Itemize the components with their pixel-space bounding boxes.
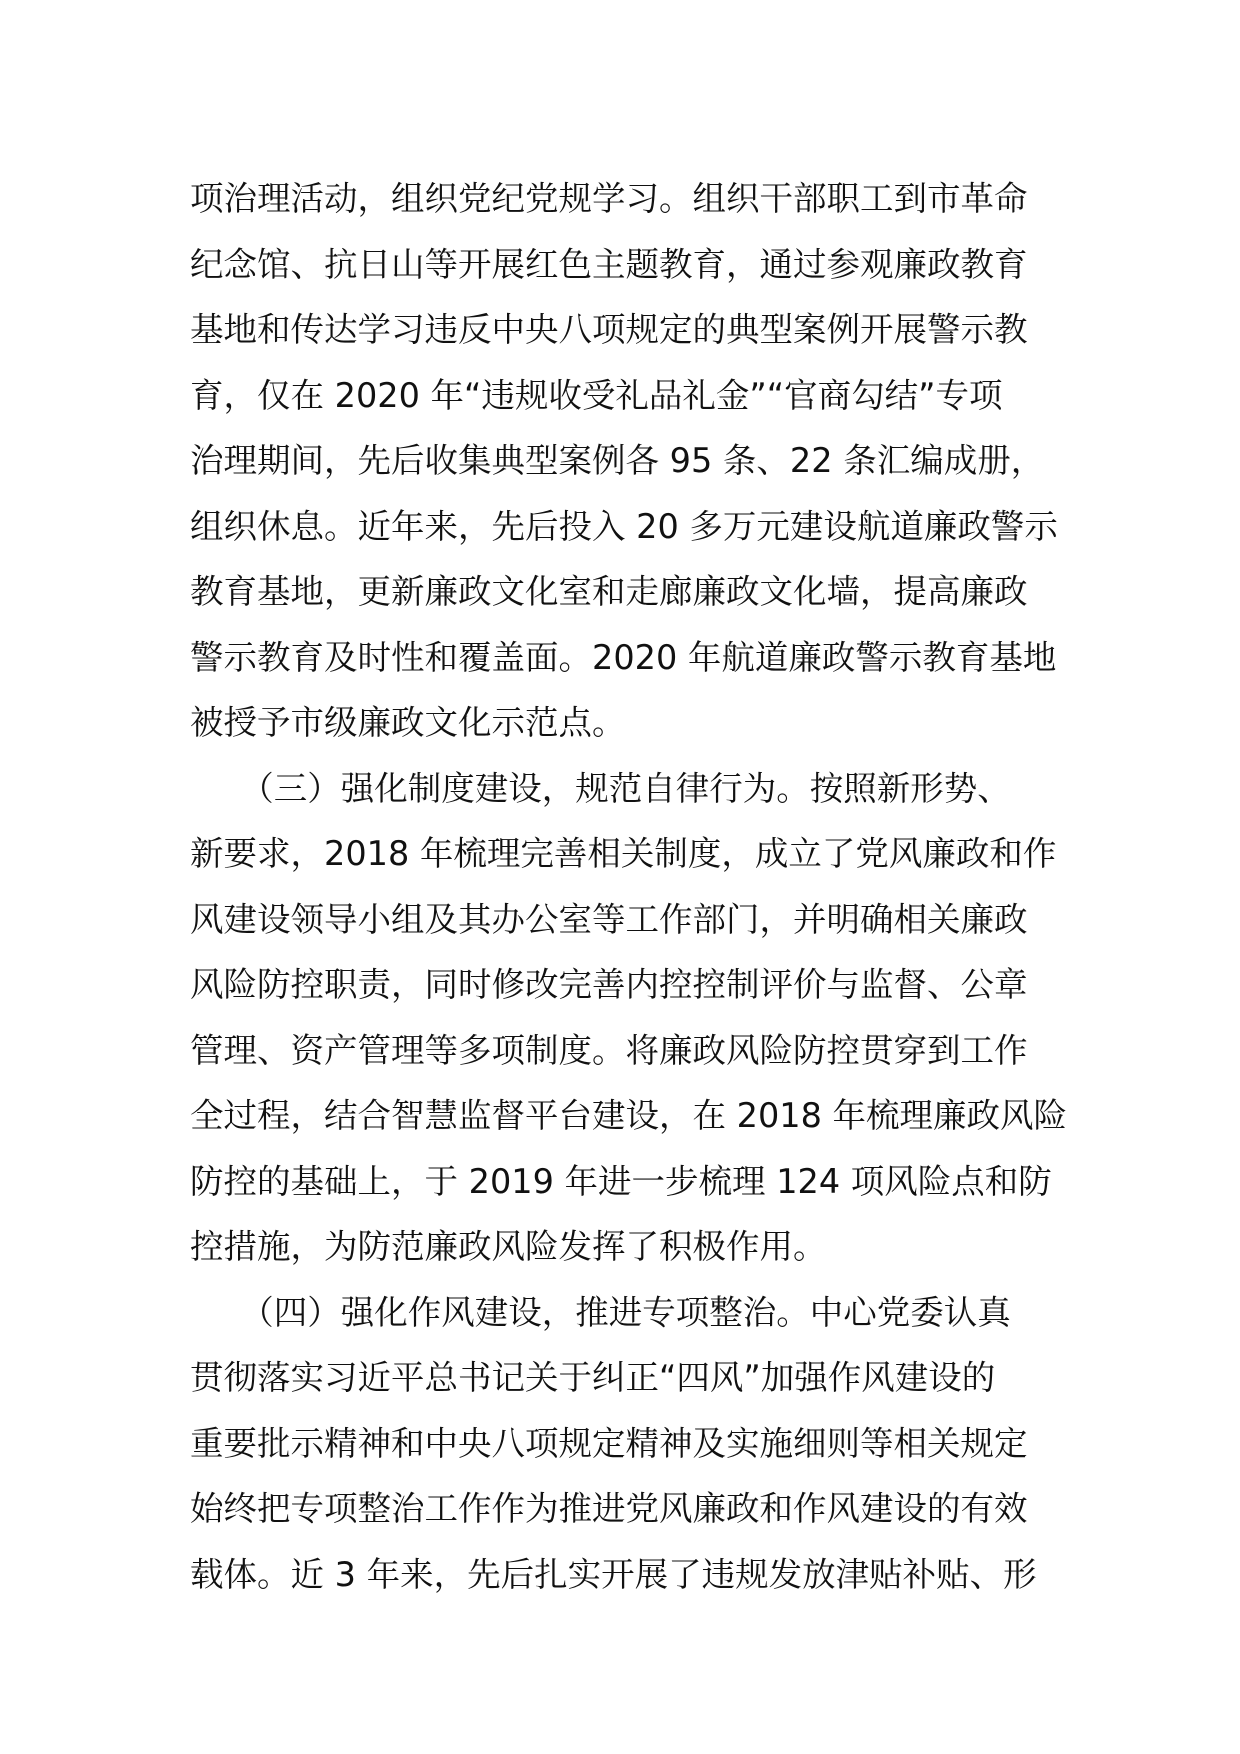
text-line: 警示教育及时性和覆盖面。2020 年航道廉政警示教育基地 xyxy=(190,637,1057,677)
text-line: 被授予市级廉政文化示范点。 xyxy=(190,703,626,742)
text-line: 载体。近 3 年来，先后扎实开展了违规发放津贴补贴、形 xyxy=(190,1554,1037,1594)
text-line: 纪念馆、抗日山等开展红色主题教育，通过参观廉政教育 xyxy=(190,244,1028,284)
text-line: 风险防控职责，同时修改完善内控控制评价与监督、公章 xyxy=(190,965,1028,1004)
text-line: 始终把专项整治工作作为推进党风廉政和作风建设的有效 xyxy=(190,1489,1028,1528)
section-heading-line: （四）强化作风建设，推进专项整治。中心党委认真 xyxy=(190,1292,1011,1332)
text-line: 基地和传达学习违反中央八项规定的典型案例开展警示教 xyxy=(190,310,1028,349)
text-line: 新要求，2018 年梳理完善相关制度，成立了党风廉政和作 xyxy=(190,834,1057,873)
body-text xyxy=(190,166,1068,1607)
text-line: 重要批示精神和中央八项规定精神及实施细则等相关规定 xyxy=(190,1423,1028,1463)
text-line: 防控的基础上，于 2019 年进一步梳理 124 项风险点和防 xyxy=(190,1161,1052,1201)
text-line: 管理、资产管理等多项制度。将廉政风险防控贯穿到工作 xyxy=(190,1030,1028,1070)
text-line: 育，仅在 2020 年“违规收受礼品礼金”“官商勾结”专项 xyxy=(190,375,1003,415)
text-line: 全过程，结合智慧监督平台建设，在 2018 年梳理廉政风险 xyxy=(190,1096,1068,1135)
text-line: 教育基地，更新廉政文化室和走廊廉政文化墙，提高廉政 xyxy=(190,572,1028,611)
text-line: 风建设领导小组及其办公室等工作部门，并明确相关廉政 xyxy=(190,899,1028,939)
section-heading-line: （三）强化制度建设，规范自律行为。按照新形势、 xyxy=(190,768,1011,808)
text-line: 控措施，为防范廉政风险发挥了积极作用。 xyxy=(190,1227,827,1266)
text-line: 组织休息。近年来，先后投入 20 多万元建设航道廉政警示 xyxy=(190,506,1058,546)
text-line: 贯彻落实习近平总书记关于纠正“四风”加强作风建设的 xyxy=(190,1358,996,1397)
text-line: 治理期间，先后收集典型案例各 95 条、22 条汇编成册， xyxy=(190,441,1045,480)
text-line: 项治理活动，组织党纪党规学习。组织干部职工到市革命 xyxy=(190,179,1028,218)
